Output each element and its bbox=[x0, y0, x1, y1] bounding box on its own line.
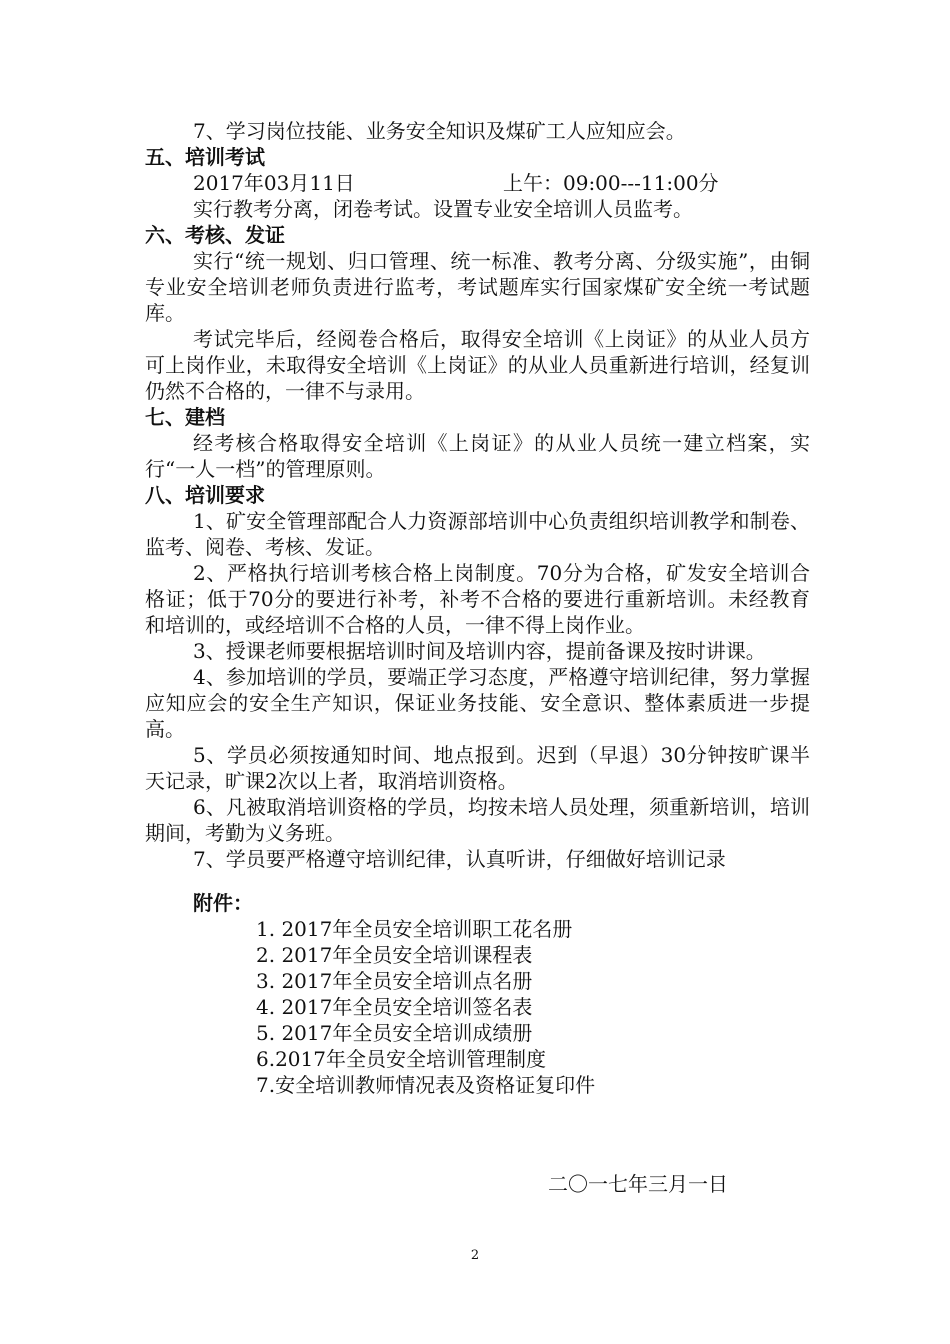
requirement-item: 3、授课老师要根据培训时间及培训内容，提前备课及按时讲课。 bbox=[193, 639, 766, 663]
exam-schedule-row bbox=[145, 170, 810, 196]
attachments-list bbox=[145, 916, 810, 1098]
training-content-item-7: 7、学习岗位技能、业务安全知识及煤矿工人应知应会。 bbox=[193, 119, 686, 143]
attachment-item: 1. 2017年全员安全培训职工花名册 bbox=[256, 917, 573, 941]
requirement-item: 1、矿安全管理部配合人力资源部培训中心负责组织培训教学和制卷、监考、阅卷、考核、发证。 bbox=[145, 509, 810, 559]
attachment-item: 6.2017年全员安全培训管理制度 bbox=[256, 1047, 546, 1071]
requirement-item: 6、凡被取消培训资格的学员，均按未培人员处理，须重新培训，培训期间，考勤为义务班。 bbox=[145, 795, 810, 845]
exam-time: 上午：09:00---11:00分 bbox=[503, 171, 719, 195]
requirement-item: 2、严格执行培训考核合格上岗制度。70分为合格，矿发安全培训合格证；低于70分的要进行补考，补考不合格的要进行重新培训。未经教育和培训的，或经培训不合格的人员，一律不得上岗作业。 bbox=[145, 561, 810, 637]
assessment-paragraph-1: 实行“统一规划、归口管理、统一标准、教考分离、分级实施”，由铜专业安全培训老师负责进行监考，考试题库实行国家煤矿安全统一考试题库。 bbox=[145, 249, 810, 325]
exam-date: 2017年03月11日 bbox=[193, 171, 355, 195]
attachment-item: 4. 2017年全员安全培训签名表 bbox=[256, 995, 533, 1019]
assessment-paragraph-2: 考试完毕后，经阅卷合格后，取得安全培训《上岗证》的从业人员方可上岗作业，未取得安全培训《上岗证》的从业人员重新进行培训，经复训仍然不合格的，一律不与录用。 bbox=[145, 327, 810, 403]
attachment-item: 5. 2017年全员安全培训成绩册 bbox=[256, 1021, 533, 1045]
section-heading-assessment: 六、考核、发证 bbox=[145, 223, 285, 247]
document-date: 二〇一七年三月一日 bbox=[548, 1172, 728, 1196]
exam-paragraph: 实行教考分离，闭卷考试。设置专业安全培训人员监考。 bbox=[193, 197, 693, 221]
section-heading-archive: 七、建档 bbox=[145, 405, 225, 429]
requirement-item: 4、参加培训的学员，要端正学习态度，严格遵守培训纪律，努力掌握应知应会的安全生产知识，保证业务技能、安全意识、整体素质进一步提高。 bbox=[145, 665, 810, 741]
attachment-item: 7.安全培训教师情况表及资格证复印件 bbox=[256, 1073, 596, 1097]
attachment-item: 2. 2017年全员安全培训课程表 bbox=[256, 943, 533, 967]
requirement-item: 7、学员要严格遵守培训纪律，认真听讲，仔细做好培训记录 bbox=[193, 847, 726, 871]
section-heading-requirements: 八、培训要求 bbox=[145, 483, 265, 507]
attachments-title: 附件： bbox=[193, 891, 253, 915]
requirement-item: 5、学员必须按通知时间、地点报到。迟到（早退）30分钟按旷课半天记录，旷课2次以上者，取消培训资格。 bbox=[145, 743, 810, 793]
document-body bbox=[145, 118, 810, 1098]
page-number: 2 bbox=[470, 1248, 480, 1263]
section-heading-exam: 五、培训考试 bbox=[145, 145, 265, 169]
attachment-item: 3. 2017年全员安全培训点名册 bbox=[256, 969, 533, 993]
archive-paragraph: 经考核合格取得安全培训《上岗证》的从业人员统一建立档案，实行“一人一档”的管理原则。 bbox=[145, 431, 810, 481]
